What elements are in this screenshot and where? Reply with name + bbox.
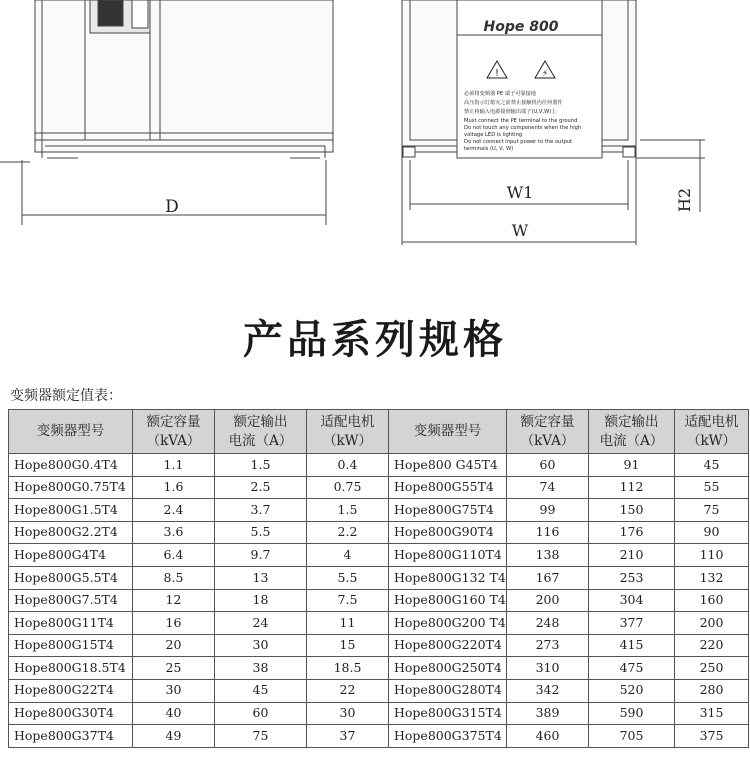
value-cell: 280: [675, 679, 749, 702]
column-header: [9, 410, 133, 454]
value-cell: 45: [675, 454, 749, 477]
model-cell: Hope800G11T4: [9, 612, 133, 635]
section-title: 产品系列规格: [243, 317, 507, 363]
value-cell: 520: [589, 679, 675, 702]
model-cell: Hope800G75T4: [389, 499, 507, 522]
value-cell: 176: [589, 521, 675, 544]
table-row: [9, 634, 749, 657]
column-header-text: 电流（A）: [228, 432, 293, 449]
value-cell: 160: [675, 589, 749, 612]
column-header: [589, 410, 675, 454]
column-header: [675, 410, 749, 454]
column-header-text: 额定容量: [146, 414, 201, 431]
value-cell: 15: [307, 634, 389, 657]
value-cell: 13: [215, 566, 307, 589]
model-cell: Hope800 G45T4: [389, 454, 507, 477]
table-row: [9, 725, 749, 748]
value-cell: 304: [589, 589, 675, 612]
table-row: [9, 702, 749, 725]
value-cell: 16: [133, 612, 215, 635]
warning-line-4: Must connect the PE terminal to the ground: [464, 118, 578, 124]
model-cell: Hope800G132 T4: [389, 566, 507, 589]
table-row: [9, 589, 749, 612]
value-cell: 30: [133, 679, 215, 702]
value-cell: 475: [589, 657, 675, 680]
value-cell: 99: [507, 499, 589, 522]
value-cell: 3.7: [215, 499, 307, 522]
value-cell: 11: [307, 612, 389, 635]
column-header-text: （kVA）: [146, 432, 201, 449]
model-cell: Hope800G110T4: [389, 544, 507, 567]
value-cell: 7.5: [307, 589, 389, 612]
value-cell: 75: [675, 499, 749, 522]
value-cell: 167: [507, 566, 589, 589]
warning-line-5: Do not touch any components when the high: [464, 125, 582, 131]
value-cell: 415: [589, 634, 675, 657]
column-header-text: 适配电机: [684, 414, 739, 431]
value-cell: 0.4: [307, 454, 389, 477]
value-cell: 253: [589, 566, 675, 589]
table-row: [9, 657, 749, 680]
value-cell: 342: [507, 679, 589, 702]
table-row: [9, 476, 749, 499]
value-cell: 132: [675, 566, 749, 589]
value-cell: 37: [307, 725, 389, 748]
value-cell: 3.6: [133, 521, 215, 544]
value-cell: 18.5: [307, 657, 389, 680]
table-row: [9, 454, 749, 477]
model-cell: Hope800G7.5T4: [9, 589, 133, 612]
value-cell: 90: [675, 521, 749, 544]
value-cell: 375: [675, 725, 749, 748]
svg-text:⚡: ⚡: [541, 69, 549, 79]
value-cell: 55: [675, 476, 749, 499]
model-cell: Hope800G37T4: [9, 725, 133, 748]
model-cell: Hope800G280T4: [389, 679, 507, 702]
model-cell: Hope800G220T4: [389, 634, 507, 657]
value-cell: 40: [133, 702, 215, 725]
table-header-row: [9, 410, 749, 454]
model-cell: Hope800G0.75T4: [9, 476, 133, 499]
model-cell: Hope800G55T4: [389, 476, 507, 499]
value-cell: 116: [507, 521, 589, 544]
column-header-text: 额定输出: [604, 414, 659, 431]
value-cell: 24: [215, 612, 307, 635]
value-cell: 2.5: [215, 476, 307, 499]
model-cell: Hope800G2.2T4: [9, 521, 133, 544]
value-cell: 377: [589, 612, 675, 635]
rating-table: [8, 409, 749, 748]
model-cell: Hope800G160 T4: [389, 589, 507, 612]
value-cell: 8.5: [133, 566, 215, 589]
column-header: [215, 410, 307, 454]
value-cell: 74: [507, 476, 589, 499]
value-cell: 389: [507, 702, 589, 725]
table-row: [9, 612, 749, 635]
value-cell: 110: [675, 544, 749, 567]
column-header-text: 电流（A）: [599, 432, 664, 449]
value-cell: 220: [675, 634, 749, 657]
model-cell: Hope800G250T4: [389, 657, 507, 680]
value-cell: 6.4: [133, 544, 215, 567]
value-cell: 315: [675, 702, 749, 725]
value-cell: 590: [589, 702, 675, 725]
value-cell: 705: [589, 725, 675, 748]
column-header-text: （kW）: [686, 432, 737, 449]
side-view-drawing: [0, 0, 333, 225]
value-cell: 2.2: [307, 521, 389, 544]
value-cell: 138: [507, 544, 589, 567]
model-cell: Hope800G30T4: [9, 702, 133, 725]
warning-line-2: 高压指示灯熄灭之前禁止接触机内任何器件: [464, 100, 563, 106]
front-h2-label: H2: [675, 187, 694, 213]
front-w-label: W: [511, 221, 529, 240]
column-header: [507, 410, 589, 454]
table-row: [9, 566, 749, 589]
value-cell: 4: [307, 544, 389, 567]
front-brand-logo: Hope 800: [483, 19, 559, 35]
model-cell: Hope800G315T4: [389, 702, 507, 725]
model-cell: Hope800G200 T4: [389, 612, 507, 635]
value-cell: 273: [507, 634, 589, 657]
column-header: [307, 410, 389, 454]
column-header-text: （kW）: [322, 432, 373, 449]
value-cell: 2.4: [133, 499, 215, 522]
warning-line-8: terminals (U, V, W): [464, 146, 514, 152]
value-cell: 150: [589, 499, 675, 522]
value-cell: 112: [589, 476, 675, 499]
svg-text:!: !: [494, 68, 500, 79]
value-cell: 5.5: [215, 521, 307, 544]
value-cell: 1.6: [133, 476, 215, 499]
value-cell: 5.5: [307, 566, 389, 589]
model-cell: Hope800G375T4: [389, 725, 507, 748]
value-cell: 200: [507, 589, 589, 612]
model-cell: Hope800G4T4: [9, 544, 133, 567]
value-cell: 248: [507, 612, 589, 635]
dimension-drawings: [0, 0, 750, 260]
table-row: [9, 499, 749, 522]
table-row: [9, 544, 749, 567]
column-header-text: 额定容量: [520, 414, 575, 431]
value-cell: 9.7: [215, 544, 307, 567]
value-cell: 30: [307, 702, 389, 725]
model-cell: Hope800G5.5T4: [9, 566, 133, 589]
column-header-text: 额定输出: [233, 414, 288, 431]
warning-line-1: 必须将变频器 PE 端子可靠接地: [464, 91, 536, 97]
column-header: [389, 410, 507, 454]
warning-line-3: 禁止将输入电源接到输出端子(U,V,W)上: [464, 109, 557, 115]
value-cell: 250: [675, 657, 749, 680]
front-w1-label: W1: [506, 183, 534, 202]
model-cell: Hope800G90T4: [389, 521, 507, 544]
value-cell: 460: [507, 725, 589, 748]
warning-line-7: Do not connect input power to the output: [464, 139, 573, 145]
value-cell: 49: [133, 725, 215, 748]
table-row: [9, 521, 749, 544]
value-cell: 18: [215, 589, 307, 612]
value-cell: 60: [507, 454, 589, 477]
value-cell: 1.1: [133, 454, 215, 477]
warning-line-6: voltage LED is lighting: [464, 132, 523, 138]
value-cell: 22: [307, 679, 389, 702]
table-caption: 变频器额定值表：: [10, 388, 122, 404]
value-cell: 1.5: [215, 454, 307, 477]
model-cell: Hope800G1.5T4: [9, 499, 133, 522]
value-cell: 12: [133, 589, 215, 612]
value-cell: 210: [589, 544, 675, 567]
model-cell: Hope800G0.4T4: [9, 454, 133, 477]
value-cell: 1.5: [307, 499, 389, 522]
model-cell: Hope800G18.5T4: [9, 657, 133, 680]
column-header: [133, 410, 215, 454]
column-header-text: 适配电机: [320, 414, 375, 431]
column-header-text: 变频器型号: [413, 423, 482, 440]
value-cell: 20: [133, 634, 215, 657]
column-header-text: 变频器型号: [36, 423, 105, 440]
value-cell: 60: [215, 702, 307, 725]
table-row: [9, 679, 749, 702]
value-cell: 25: [133, 657, 215, 680]
value-cell: 91: [589, 454, 675, 477]
value-cell: 30: [215, 634, 307, 657]
value-cell: 310: [507, 657, 589, 680]
value-cell: 200: [675, 612, 749, 635]
value-cell: 38: [215, 657, 307, 680]
side-dim-label: D: [165, 197, 179, 217]
value-cell: 0.75: [307, 476, 389, 499]
model-cell: Hope800G22T4: [9, 679, 133, 702]
model-cell: Hope800G15T4: [9, 634, 133, 657]
value-cell: 45: [215, 679, 307, 702]
value-cell: 75: [215, 725, 307, 748]
column-header-text: （kVA）: [520, 432, 575, 449]
